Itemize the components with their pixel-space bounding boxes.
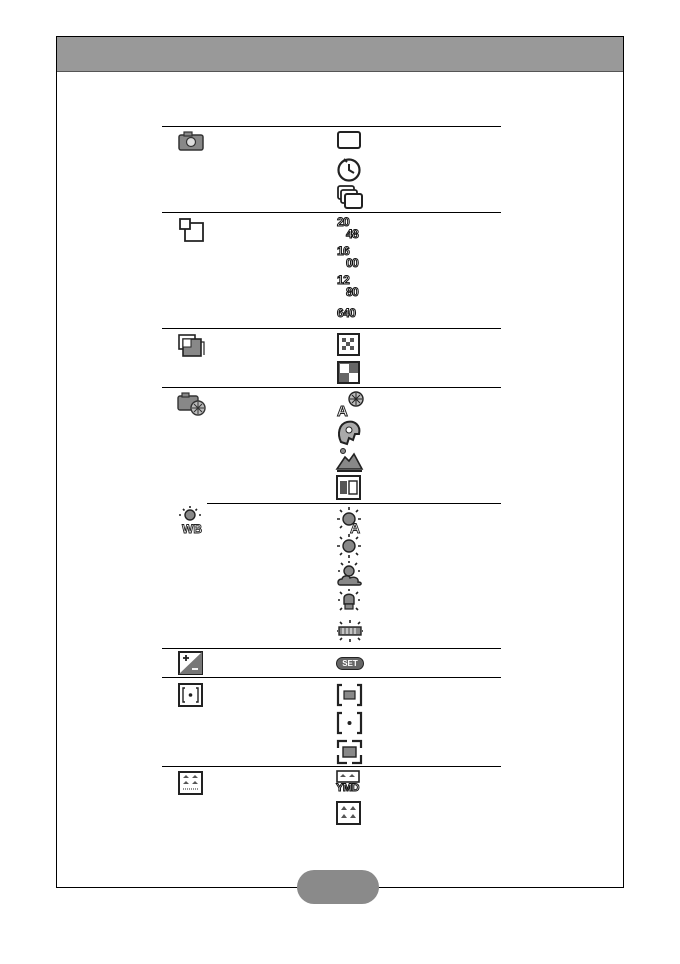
- daylight-icon: [335, 532, 365, 560]
- date-off-icon: [335, 800, 363, 826]
- tungsten-icon: [335, 588, 365, 616]
- section-divider: [162, 212, 501, 213]
- fluorescent-icon: [335, 618, 365, 644]
- ymd-label: YMD: [336, 782, 359, 794]
- section-divider: [162, 126, 501, 127]
- exposure-compensation-icon: [177, 650, 205, 676]
- black-white-icon: [335, 474, 363, 502]
- continuous-shooting-icon: [336, 184, 366, 212]
- section-divider: [162, 387, 501, 388]
- fine-quality-icon: [336, 332, 362, 358]
- image-size-icon: [177, 216, 207, 244]
- svg-text:A: A: [337, 403, 348, 418]
- size-640-label: 640: [337, 306, 356, 320]
- auto-white-balance-icon: [335, 505, 367, 535]
- section-divider: [207, 503, 501, 504]
- section-divider: [162, 648, 501, 649]
- page-header-bar: [57, 37, 623, 72]
- image-quality-icon: [177, 333, 207, 359]
- single-frame-icon: [336, 130, 364, 150]
- svg-text:A: A: [350, 520, 361, 535]
- date-imprint-icon: [177, 770, 205, 796]
- normal-quality-icon: [336, 360, 362, 386]
- metering-icon: [177, 682, 205, 708]
- section-divider: [162, 677, 501, 678]
- set-button-icon: SET: [336, 657, 364, 670]
- white-balance-icon: [176, 505, 208, 535]
- self-timer-icon: [336, 156, 364, 184]
- svg-text:WB: WB: [182, 522, 202, 535]
- multi-zone-icon: [335, 738, 365, 766]
- portrait-icon: [335, 418, 365, 446]
- auto-scene-icon: [335, 390, 367, 418]
- center-weighted-icon: [335, 682, 365, 708]
- section-divider: [162, 328, 501, 329]
- camera-icon: [177, 130, 205, 152]
- scene-mode-icon: [176, 391, 208, 419]
- page-number-pill: [297, 870, 379, 904]
- spot-metering-icon: [335, 710, 365, 736]
- landscape-icon: [335, 447, 365, 473]
- section-divider: [162, 766, 501, 767]
- cloudy-icon: [335, 560, 365, 588]
